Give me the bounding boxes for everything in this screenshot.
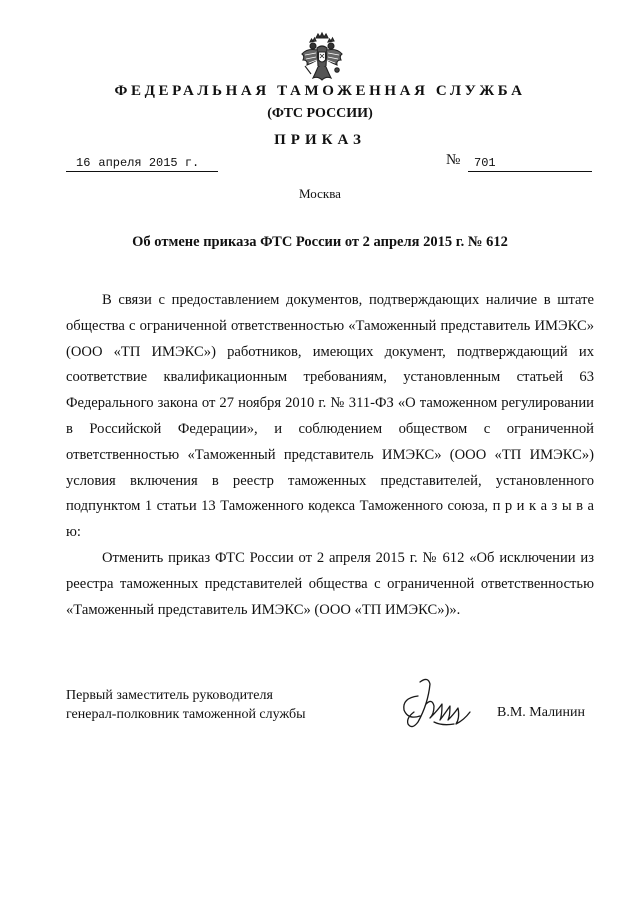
agency-name: ФЕДЕРАЛЬНАЯ ТАМОЖЕННАЯ СЛУЖБА [114,83,526,99]
order-date-day: 16 [76,156,91,170]
order-date-month-year: апреля 2015 г. [98,156,200,170]
document-body [66,288,594,623]
signatory-position-line-2: генерал-полковник таможенной службы [66,707,306,722]
agency-short-name: (ФТС РОССИИ) [267,106,373,121]
signatory-position-line-1: Первый заместитель руководителя [66,688,273,703]
order-number-label: № [446,152,461,168]
state-emblem-icon [299,30,345,86]
body-paragraph-1: В связи с предоставлением документов, подтверждающих наличие в штате общества с ограниченной ответственностью «Таможенный представитель ИМЭКС» (ООО «ТП ИМЭКС») работников, имеющих документ, подтверждающий их соответствие квалификационным требованиям, установленным статьей 63 Федерального закона от 27 ноября 2010 г. № 311-ФЗ «О таможенном регулировании в Российской Федерации», и соблюдением обществом с ограниченной ответственностью «Таможенный представитель ИМЭКС» (ООО «ТП ИМЭКС») условия включения в реестр таможенных представителей, установленного подпунктом 1 статьи 13 Таможенного кодекса Таможенного союза, п р и к а з ы в а ю: [66,292,594,541]
signatory-position [66,686,305,724]
order-date [66,156,218,172]
body-paragraph-2: Отменить приказ ФТС России от 2 апреля 2015 г. № 612 «Об исключении из реестра таможенных представителей общества с ограниченной ответственностью «Таможенный представитель ИМЭКС» (ООО «ТП ИМЭКС»)». [66,549,594,618]
document-title: Об отмене приказа ФТС России от 2 апреля 2015 г. № 612 [132,234,508,250]
order-number-field [468,156,592,172]
document-type: ПРИКАЗ [274,132,366,148]
signatory-name: В.М. Малинин [497,705,586,720]
city: Москва [299,186,341,201]
handwritten-signature [398,674,476,736]
order-number-value: 701 [474,156,496,170]
